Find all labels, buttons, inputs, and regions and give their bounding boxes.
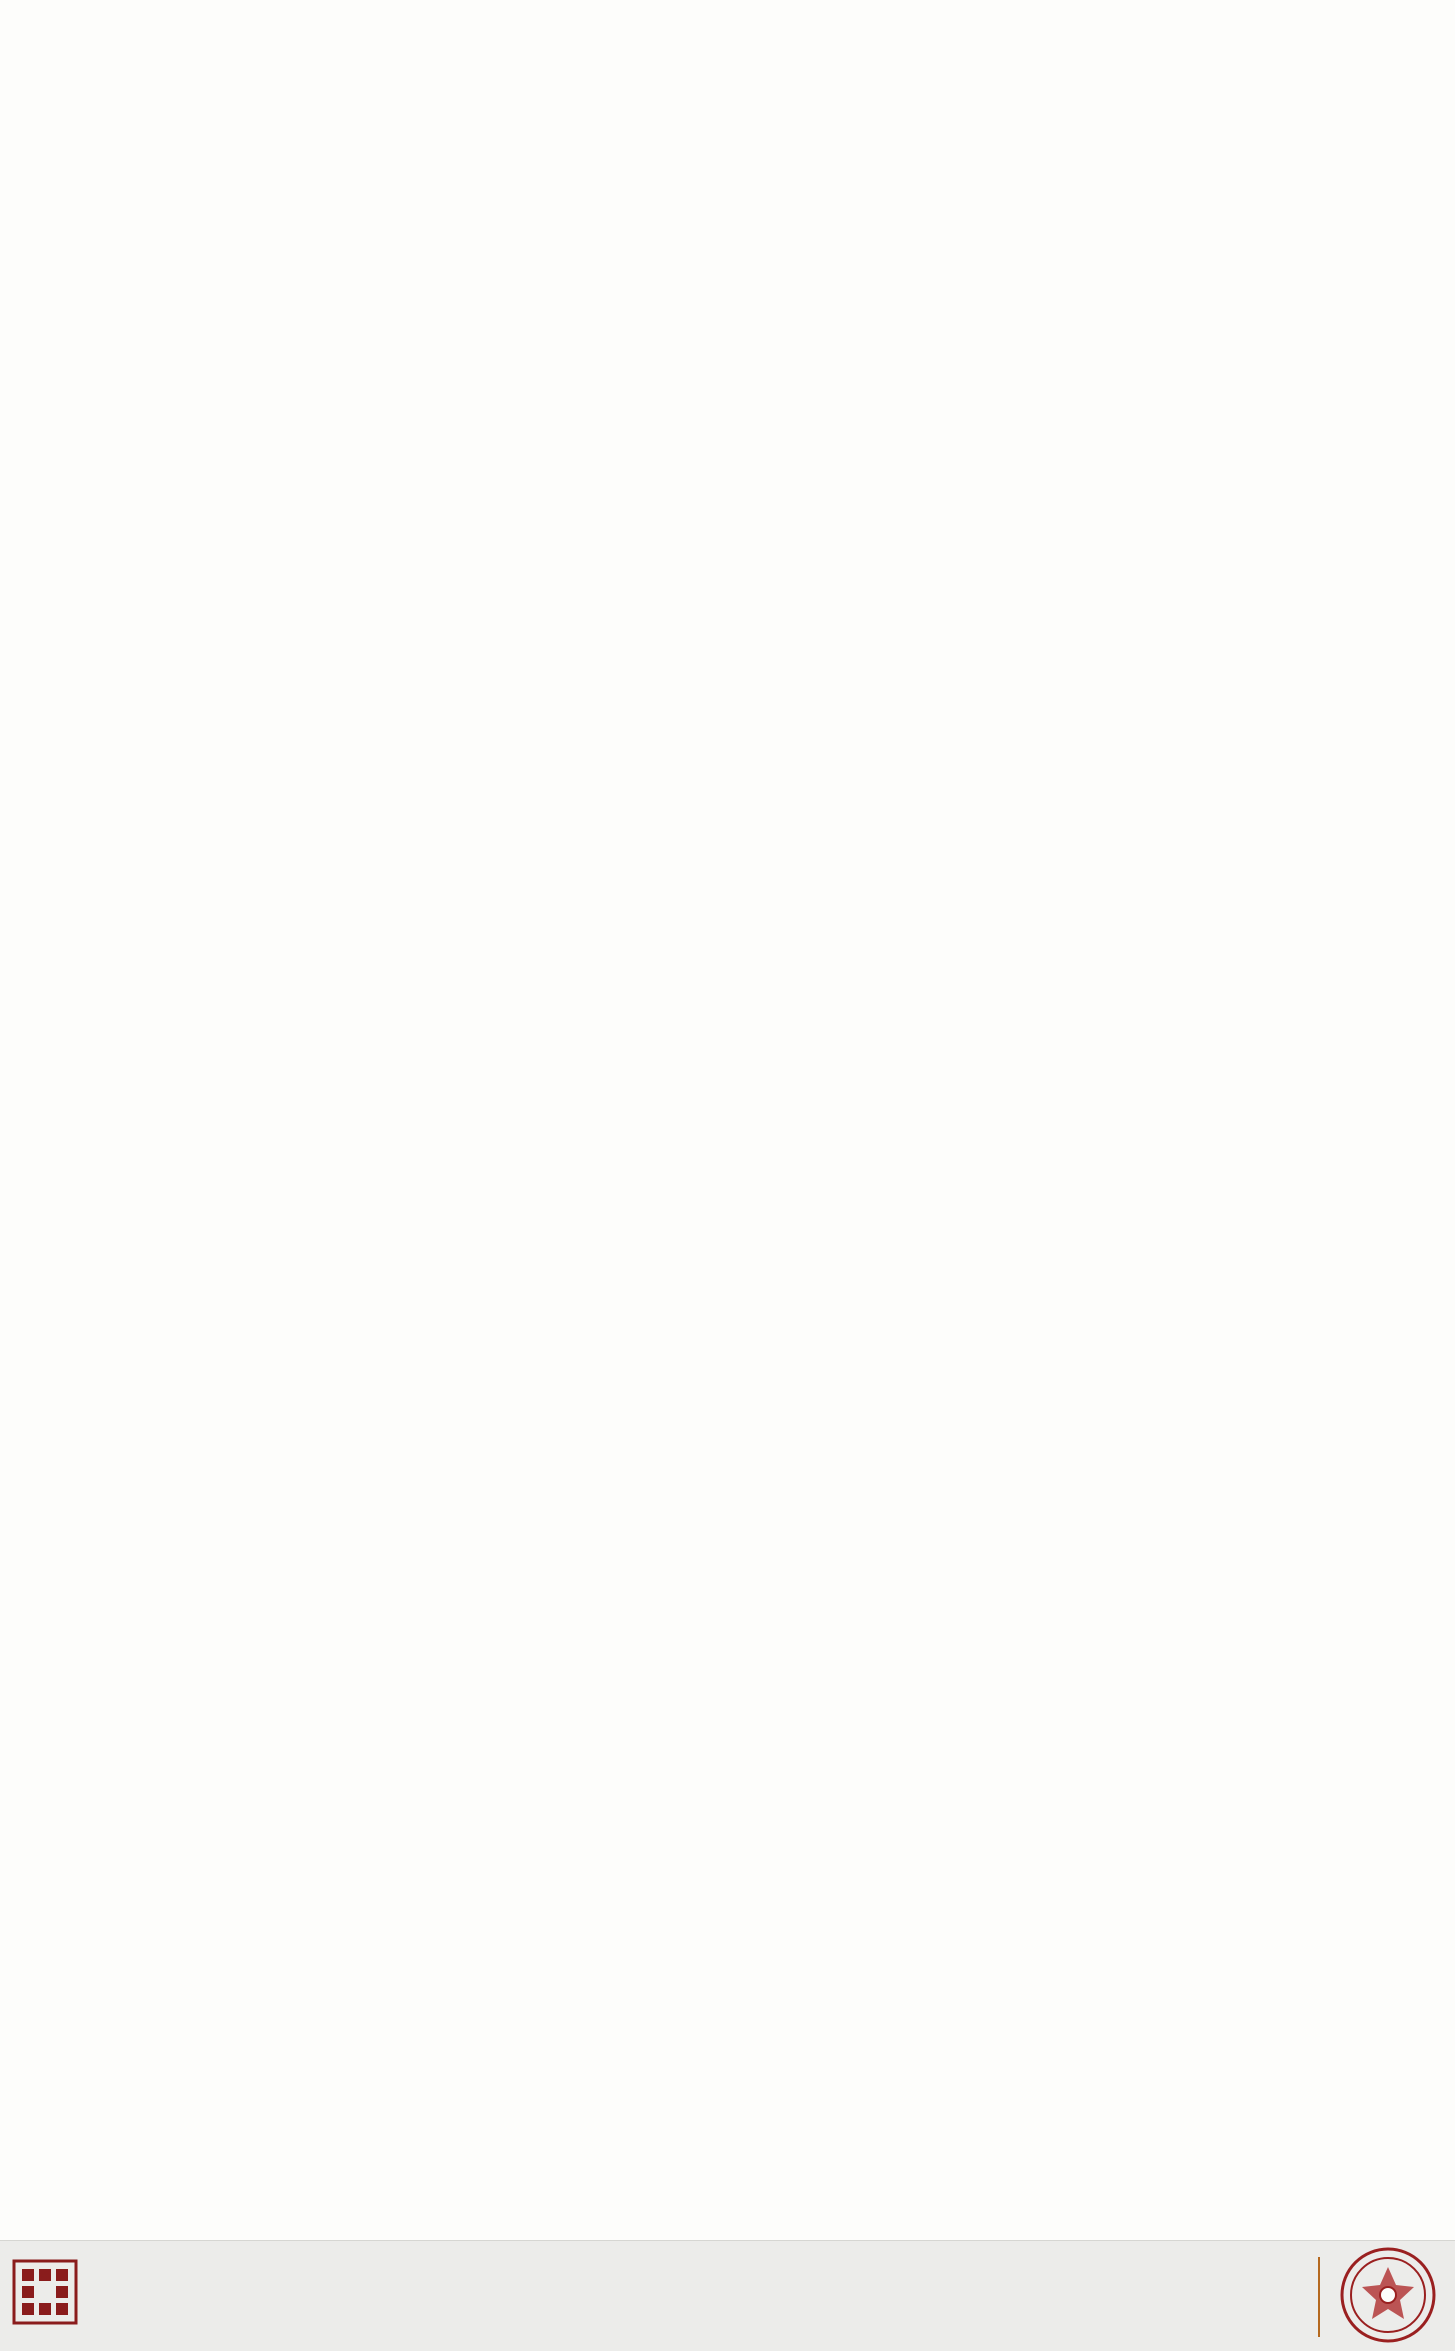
body-text bbox=[206, 222, 1300, 314]
university-seal-icon bbox=[1338, 2245, 1438, 2345]
section-heading bbox=[206, 222, 1300, 290]
university-library-logo-icon bbox=[12, 2259, 78, 2325]
page-header bbox=[208, 140, 1298, 190]
footer-bar bbox=[0, 2240, 1455, 2351]
footer-divider bbox=[1318, 2257, 1320, 2337]
spacer bbox=[206, 290, 1300, 314]
